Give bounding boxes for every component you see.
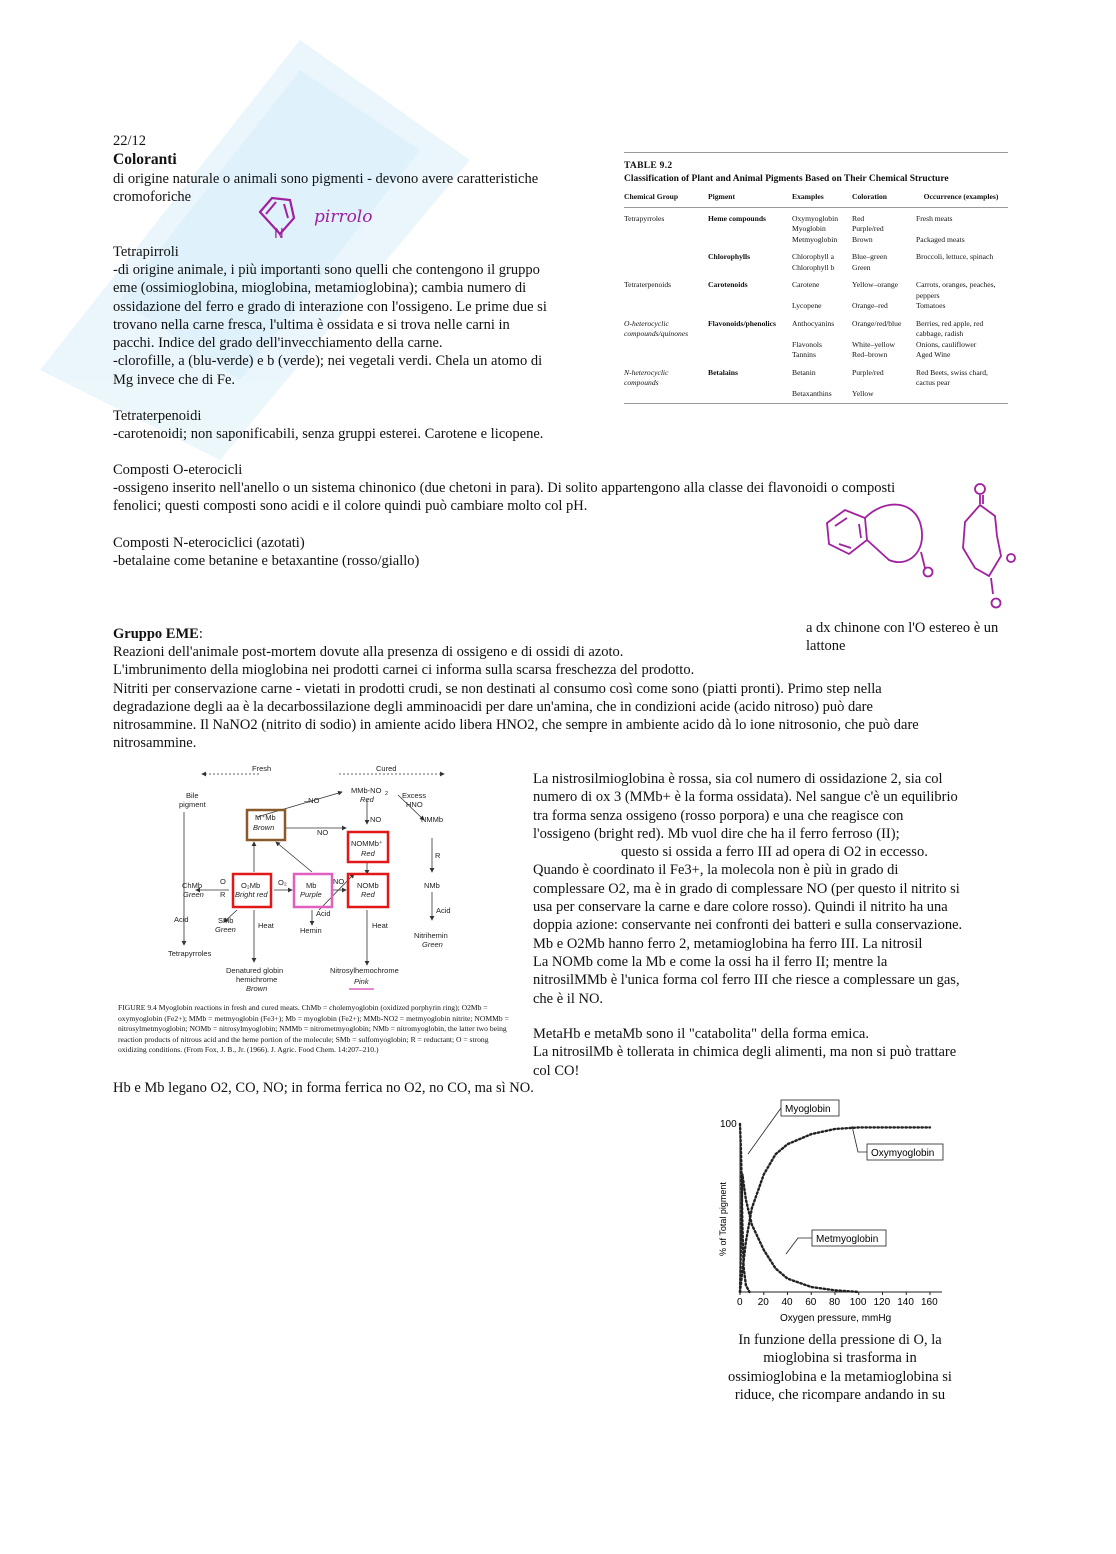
text-line: lattone xyxy=(806,638,846,655)
text-line: In funzione della pressione di O, la xyxy=(738,1332,942,1348)
cell-pigment: Flavonoids/phenolics xyxy=(708,318,776,328)
y-tick-label: 100 xyxy=(720,1119,737,1130)
header-examples: Examples xyxy=(792,190,852,207)
table-row xyxy=(624,313,1008,362)
text-line: che è il NO. xyxy=(533,990,604,1007)
x-tick-label: 40 xyxy=(781,1297,793,1308)
label-o: O xyxy=(220,877,226,886)
label-tetrapyrroles: Tetrapyrroles xyxy=(168,949,212,958)
hb-mb-text: Hb e Mb legano O2, CO, NO; in forma ferrica no O2, no CO, ma sì NO. xyxy=(113,1080,534,1096)
cell-color: Yellow–orange Orange–red xyxy=(852,280,899,310)
text-line: Nitriti per conservazione carne - vietati in prodotti crudi, se non destinati al consumo così come sono (piatti pronti). Primo step nella xyxy=(113,680,882,697)
pigment-table-figure xyxy=(624,152,1008,404)
x-tick-label: 160 xyxy=(921,1297,938,1308)
label-excess: Excess xyxy=(402,791,427,800)
label-nmb: NMb xyxy=(424,881,440,890)
label-mb: Mb xyxy=(306,881,317,890)
label-hemichrome: hemichrome xyxy=(236,975,278,984)
text-line: complessare O2, ma è in grado di complessare NO (per questo il nitrito si xyxy=(533,880,960,897)
table-title: Classification of Plant and Animal Pigments Based on Their Chemical Structure xyxy=(624,174,949,184)
header-chemical-group: Chemical Group xyxy=(624,190,708,207)
graph-caption xyxy=(707,1331,973,1404)
label-bile: Bile xyxy=(186,791,199,800)
text-line: fenolici; questi composti sono acidi e il colore quindi può cambiare molto col pH. xyxy=(113,498,588,515)
label-chmb: ChMb xyxy=(182,881,203,890)
text-line: La nistrosilmioglobina è rossa, sia col numero di ossidazione 2, sia col xyxy=(533,771,943,787)
text-line: nitrosammine. xyxy=(113,735,197,752)
table-row xyxy=(624,274,1008,313)
eme-body xyxy=(113,643,1003,753)
cell-group xyxy=(624,246,708,274)
text-line: ossimioglobina e la metamioglobina si xyxy=(728,1368,952,1385)
intro-text: di origine naturale o animali sono pigmenti - devono avere caratteristiche cromoforiche xyxy=(113,171,539,206)
label-minus-no2: –NO xyxy=(304,796,320,805)
label-o2: O₂ xyxy=(278,878,287,887)
y-axis-label: % of Total pigment xyxy=(718,1182,728,1256)
figure-caption: FIGURE 9.4 Myoglobin reactions in fresh and cured meats. ChMb = cholemyoglobin (oxidized porphyrin ring); O2Mb = oxymyoglobin (Fe2+); MMb = metmyoglobin (Fe3+); Mb = myoglobin (Fe2+); MMb-NO2 = metmyoglobin nitrite; NOMMb = nitrosylmetmyoglobin; NOMb = nitrosylmyoglobin; NMMb = nitrometmyoglobin; NMb = nitromyoglobin, the latter two being reaction products of nitrous acid and the heme portion of the molecule; SMb = sulfomyoglobin; R = reductant; O = strong oxidizing conditions. (From Fox, J. B., Jr. (1966). J. Agric. Food Chem. 14:207–210.) xyxy=(118,1003,509,1055)
text-line: -ossigeno inserito nell'anello o un sistema chinonico (due chetoni in para). Di solito appartengono alla classe dei flavonoidi o composti xyxy=(113,480,896,496)
label-purple: Purple xyxy=(300,890,322,899)
cell-pigment: Heme compounds xyxy=(708,213,767,223)
label-green: Green xyxy=(422,940,443,949)
label-smb: SMb xyxy=(218,916,234,925)
label-red: Red xyxy=(361,890,375,899)
n-eterocicli-heading: Composti N-eterociclici (azotati) xyxy=(113,535,305,551)
label-denatured: Denatured globin xyxy=(226,966,284,975)
lactone-quinone-drawing xyxy=(815,478,1030,613)
label-r: R xyxy=(220,890,226,899)
label-m-mb: M⁺Mb xyxy=(255,813,276,822)
pirrolo-note: pirrolo xyxy=(314,207,373,227)
x-tick-label: 100 xyxy=(849,1297,867,1308)
text-line: nitrosilMMb è l'unica forma col ferro III che riesce a complessare un gas, xyxy=(533,972,960,989)
label-r: R xyxy=(435,851,441,860)
myoglobin-reactions-diagram xyxy=(114,760,514,1000)
cell-occurrence: Berries, red apple, red cabbage, radish Onions, cauliflower Aged Wine xyxy=(916,318,984,359)
date: 22/12 xyxy=(113,133,147,149)
text-line: questo si ossida a ferro III ad opera di O2 in eccesso. xyxy=(621,844,928,861)
cell-group: Tetrapyrroles xyxy=(624,213,665,223)
nitrosil-text xyxy=(533,770,1013,1008)
header-occurrence: Occurrence (examples) xyxy=(916,190,1008,207)
text-line: col CO! xyxy=(533,1062,580,1079)
o-eterocicli-heading: Composti O-eterocicli xyxy=(113,462,243,478)
text-line: -di origine animale, i più importanti sono quelli che contengono il gruppo xyxy=(113,262,540,278)
cell-occurrence: Carrots, oranges, peaches, peppers Tomatoes xyxy=(916,280,996,310)
label-red: Red xyxy=(360,795,374,804)
cell-pigment: Betalains xyxy=(708,362,792,404)
eme-heading-wrap xyxy=(113,625,203,643)
text-line: nitrosammine. Il NaNO2 (nitrito di sodio) in amiente acido libera HNO2, che sempre in ambiente acido dà lo ione nitrosonio, che può dare xyxy=(113,717,919,734)
label-heat: Heat xyxy=(258,921,274,930)
label-hemin: Hemin xyxy=(300,926,322,935)
text-line: MetaHb e metaMb sono il "catabolita" della forma emica. xyxy=(533,1026,869,1042)
text-line: La NOMb come la Mb e come la ossi ha il ferro II; mentre la xyxy=(533,953,888,970)
text-line: usa per conservare la carne e dare colore rosso). Quindi il nitrito ha una xyxy=(533,899,948,916)
label-no: NO xyxy=(333,877,345,886)
table-number: TABLE 9.2 xyxy=(624,161,673,171)
label-brown: Brown xyxy=(246,984,268,993)
x-tick-label: 0 xyxy=(737,1297,743,1308)
text-line: mioglobina si trasforma in xyxy=(763,1350,917,1367)
legend-myoglobin: Myoglobin xyxy=(785,1104,831,1115)
label-o2mb: O₂Mb xyxy=(241,881,261,890)
label-nitrosylhemochrome: Nitrosylhemochrome xyxy=(330,966,399,975)
label-acid: Acid xyxy=(436,906,451,915)
text-line: eme (ossimioglobina, mioglobina, metamioglobina); cambia numero di xyxy=(113,280,527,297)
n-eterocicli-body: -betalaine come betanine e betaxantine (rosso/giallo) xyxy=(113,553,420,569)
x-axis-label: Oxygen pressure, mmHg xyxy=(780,1313,892,1324)
eme-heading: Gruppo EME xyxy=(113,626,199,642)
cell-occurrence: Red Beets, swiss chard, cactus pear xyxy=(916,362,1008,404)
text-line: L'imbrunimento della mioglobina nei prodotti carnei ci informa sulla scarsa freschezza del prodotto. xyxy=(113,662,695,679)
label-nmmb: NMMb xyxy=(421,815,444,824)
x-tick-label: 140 xyxy=(897,1297,914,1308)
label-hno: HNO xyxy=(406,800,423,809)
text-line: a dx chinone con l'O estereo è un xyxy=(806,620,999,636)
page-title: Coloranti xyxy=(113,151,177,168)
text-line: pacchi. Indice del grado dell'invecchiamento della carne. xyxy=(113,335,443,352)
tetrapirroli-heading: Tetrapirroli xyxy=(113,244,179,260)
header-pigment: Pigment xyxy=(708,190,792,207)
eme-heading-colon: : xyxy=(198,626,203,642)
text-line: La nitrosilMb è tollerata in chimica degli alimenti, ma non si può trattare xyxy=(533,1044,957,1061)
cell-pigment: Chlorophylls xyxy=(708,252,751,261)
text-line: trovano nella carne fresca, l'ultima è ossidata e si trova nelle carni in xyxy=(113,316,510,333)
x-tick-label: 120 xyxy=(873,1297,891,1308)
table-row xyxy=(624,362,1008,404)
text-line: l'ossigeno (bright red). Mb vuol dire che ha il ferro ferroso (II); xyxy=(533,825,900,842)
text-line: Mg invece che di Fe. xyxy=(113,371,236,388)
legend-oxymyoglobin: Oxymyoglobin xyxy=(871,1148,935,1159)
header-coloration: Coloration xyxy=(852,190,916,207)
label-mmb-no2: MMb-NO xyxy=(351,786,382,795)
text-line: ossidazione del ferro e grado di interazione con l'ossigeno. Le prime due si xyxy=(113,298,547,315)
label-red: Red xyxy=(361,849,375,858)
x-tick-label: 80 xyxy=(829,1297,841,1308)
label-nitrihemin: Nitrihemin xyxy=(414,931,448,940)
label-nomb: NOMb xyxy=(357,881,379,890)
label-pigment: pigment xyxy=(179,800,206,809)
cell-occurrence: Broccoli, lettuce, spinach xyxy=(916,252,994,261)
label-green: Green xyxy=(215,925,236,934)
text-line: numero di ox 3 (MMb+ è la forma ossidata). Nel sangue c'è un equilibrio xyxy=(533,789,958,806)
cell-examples: Oxymyoglobin Myoglobin Metmyoglobin xyxy=(792,213,838,244)
table-row xyxy=(624,207,1008,246)
catabolita-text xyxy=(533,1025,1013,1080)
label-heat: Heat xyxy=(372,921,388,930)
pirrolo-drawing xyxy=(250,190,390,245)
label-acid: Acid xyxy=(316,909,331,918)
text-line: degradazione degli aa è la decarbossilazione degli amminoacidi per dare un'amina, che in condizioni acide (acido nitroso) può dare xyxy=(113,698,873,715)
cell-examples: Betanin Betaxanthins xyxy=(792,362,852,404)
label-acid: Acid xyxy=(174,915,189,924)
tetraterpenoidi-body: -carotenoidi; non saponificabili, senza gruppi esterei. Carotene e licopene. xyxy=(113,426,544,442)
text-line: Reazioni dell'animale post-mortem dovute alla presenza di ossigeno e di ossidi di azoto. xyxy=(113,644,624,660)
cell-group: Tetraterpenoids xyxy=(624,280,672,289)
cell-color: Blue–green Green xyxy=(852,252,888,272)
oxygen-pressure-chart xyxy=(712,1096,962,1326)
x-tick-label: 60 xyxy=(805,1297,817,1308)
tetrapirroli-body xyxy=(113,261,593,389)
label-brown: Brown xyxy=(253,823,275,832)
label-no: NO xyxy=(370,815,382,824)
label-cured: Cured xyxy=(376,764,397,773)
pirrolo-n-label: N xyxy=(274,227,284,242)
label-green: Green xyxy=(183,890,204,899)
cell-pigment: Carotenoids xyxy=(708,280,748,289)
text-line: Mb e O2Mb hanno ferro 2, metamioglobina ha ferro III. La nitrosil xyxy=(533,935,923,952)
cell-examples: Chlorophyll a Chlorophyll b xyxy=(792,252,835,272)
text-line: riduce, che ricompare andando in su xyxy=(734,1386,946,1403)
cell-color: Red Purple/red Brown xyxy=(852,213,884,244)
label-nommb: NOMMb⁺ xyxy=(351,839,383,848)
table-row xyxy=(624,246,1008,274)
cell-examples: Anthocyanins Flavonols Tannins xyxy=(792,318,835,359)
label-mmb-no2-sub: 2 xyxy=(385,791,389,797)
label-fresh: Fresh xyxy=(252,764,272,773)
label-no: NO xyxy=(317,828,329,837)
x-tick-label: 20 xyxy=(757,1297,769,1308)
tetraterpenoidi-heading: Tetraterpenoidi xyxy=(113,408,202,424)
cell-examples: Carotene Lycopene xyxy=(792,280,822,310)
text-line: tra forma senza ossigeno (rosso porpora) e una che reagisce con xyxy=(533,807,904,824)
text-line: -clorofille, a (blu-verde) e b (verde); nei vegetali verdi. Chela un atomo di xyxy=(113,353,543,370)
legend-metmyoglobin: Metmyoglobin xyxy=(816,1234,879,1245)
label-pink: Pink xyxy=(354,977,369,986)
text-line: Quando è coordinato il Fe3+, la molecola non è più in grado di xyxy=(533,862,899,879)
pigment-table xyxy=(624,190,1008,404)
text-line: doppia azione: conservante nei confronti dei batteri e sulla conservazione. xyxy=(533,917,963,934)
label-bright-red: Bright red xyxy=(235,890,268,899)
cell-color: Orange/red/blue White–yellow Red–brown xyxy=(852,318,902,359)
cell-group: N-heterocyclic compounds xyxy=(624,362,708,404)
cell-group: O-heterocyclic compounds/quinones xyxy=(624,318,689,338)
table-header-row xyxy=(624,190,1008,207)
cell-color: Purple/red Yellow xyxy=(852,362,916,404)
cell-occurrence: Fresh meats Packaged meats xyxy=(916,213,965,244)
